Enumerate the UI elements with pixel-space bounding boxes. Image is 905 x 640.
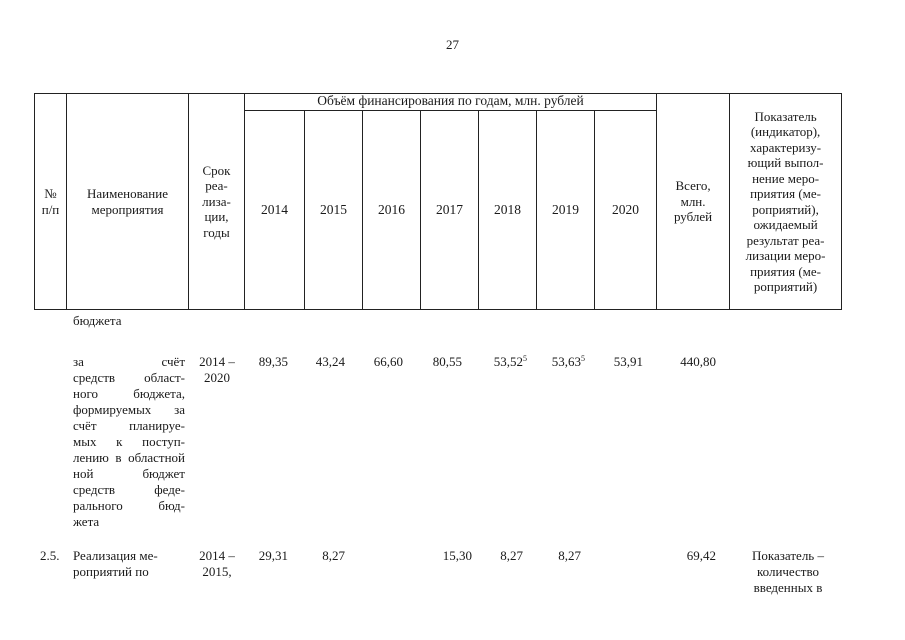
page-number: 27 [446,37,459,52]
row-25-2015: 8,27 [322,548,345,563]
row-25-period: 2014 – 2015, [199,548,235,579]
header-period: Срок реа-лиза-ции, годы [189,94,245,310]
footnote-mark: 5 [523,354,527,363]
table-header [34,93,842,310]
header-num: № п/п [35,94,67,310]
row-regional-2015: 43,24 [315,354,345,369]
row-regional-2020: 53,91 [613,354,643,369]
row-regional-period: 2014 – 2020 [199,354,235,385]
header-financing: Объём финансирования по годам, млн. рублей [245,94,657,111]
header-year-2017: 2017 [421,111,479,310]
header-total: Всего, млн. рублей [657,94,730,310]
row-25-2018: 8,27 [500,548,523,563]
row-25-2017: 15,30 [442,548,472,563]
carry-text: бюджета [73,313,122,328]
header-year-2014: 2014 [245,111,305,310]
row-25-2014: 29,31 [258,548,288,563]
row-25-2019: 8,27 [558,548,581,563]
row-regional-2016: 66,60 [373,354,403,369]
row-regional-2019: 53,63$^5$ [551,354,585,369]
row-25-num: 2.5. [40,548,60,563]
row-regional-2014: 89,35 [258,354,288,369]
header-year-2018: 2018 [479,111,537,310]
header-indicator: Показатель (индикатор), характеризу-ющий выпол-нение меро-приятия (ме-роприятий), ожидаемый результат реа-лизации меро-приятия (ме-роприятий) [730,94,842,310]
header-name: Наименование мероприятия [67,94,189,310]
row-regional-2018: 53,52$^5$ [493,354,527,369]
footnote-mark: 5 [581,354,585,363]
row-regional-total: 440,80 [680,354,716,369]
row-25-name: Реализация ме- роприятий по [73,548,158,579]
row-25-indicator: Показатель – количество введенных в [752,548,824,595]
row-25-total: 69,42 [686,548,716,563]
row-regional-name: за счёт средств област- ного бюджета, формируемых за счёт планируе- мых к поступ- лению в областной ной бюджет средств феде- рального бюд- жета [73,354,185,529]
header-year-2019: 2019 [537,111,595,310]
row-regional-2017: 80,55 [432,354,462,369]
header-year-2020: 2020 [595,111,657,310]
header-year-2016: 2016 [363,111,421,310]
header-year-2015: 2015 [305,111,363,310]
